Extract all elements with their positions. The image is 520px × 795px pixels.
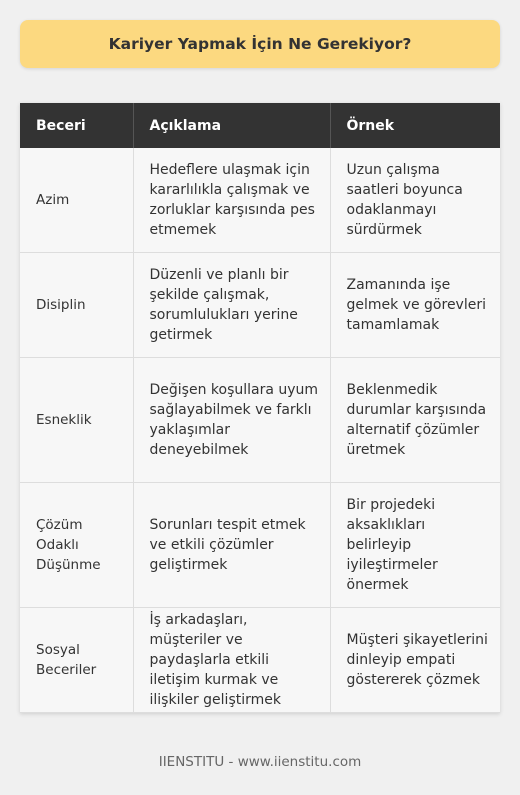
skill-cell: Esneklik bbox=[20, 358, 133, 483]
skills-table bbox=[20, 103, 500, 713]
title-banner bbox=[20, 20, 500, 68]
description-cell: Düzenli ve planlı bir şekilde çalışmak, sorumlulukları yerine getirmek bbox=[133, 253, 330, 358]
table-row bbox=[20, 608, 500, 713]
table-row bbox=[20, 148, 500, 253]
description-cell: Değişen koşullara uyum sağlayabilmek ve farklı yaklaşımlar deneyebilmek bbox=[133, 358, 330, 483]
skill-cell: Azim bbox=[20, 148, 133, 253]
skills-table-container bbox=[20, 103, 500, 713]
footer-credit: IIENSTITU - www.iienstitu.com bbox=[158, 754, 362, 770]
skill-cell: Sosyal Beceriler bbox=[20, 608, 133, 713]
table-row bbox=[20, 483, 500, 608]
example-cell: Bir projedeki aksaklıkları belirleyip iyileştirmeler önermek bbox=[330, 483, 500, 608]
description-cell: Hedeflere ulaşmak için kararlılıkla çalışmak ve zorluklar karşısında pes etmemek bbox=[133, 148, 330, 253]
header-skill: Beceri bbox=[20, 103, 133, 148]
example-cell: Uzun çalışma saatleri boyunca odaklanmayı sürdürmek bbox=[330, 148, 500, 253]
skill-cell: Çözüm Odaklı Düşünme bbox=[20, 483, 133, 608]
table-row bbox=[20, 253, 500, 358]
table-header-row bbox=[20, 103, 500, 148]
description-cell: İş arkadaşları, müşteriler ve paydaşlarla etkili iletişim kurmak ve ilişkiler geliştirmek bbox=[133, 608, 330, 713]
description-cell: Sorunları tespit etmek ve etkili çözümler geliştirmek bbox=[133, 483, 330, 608]
example-cell: Beklenmedik durumlar karşısında alternatif çözümler üretmek bbox=[330, 358, 500, 483]
example-cell: Zamanında işe gelmek ve görevleri tamamlamak bbox=[330, 253, 500, 358]
header-example: Örnek bbox=[330, 103, 500, 148]
page-title: Kariyer Yapmak İçin Ne Gerekiyor? bbox=[108, 35, 412, 53]
table-row bbox=[20, 358, 500, 483]
header-description: Açıklama bbox=[133, 103, 330, 148]
example-cell: Müşteri şikayetlerini dinleyip empati göstererek çözmek bbox=[330, 608, 500, 713]
skill-cell: Disiplin bbox=[20, 253, 133, 358]
